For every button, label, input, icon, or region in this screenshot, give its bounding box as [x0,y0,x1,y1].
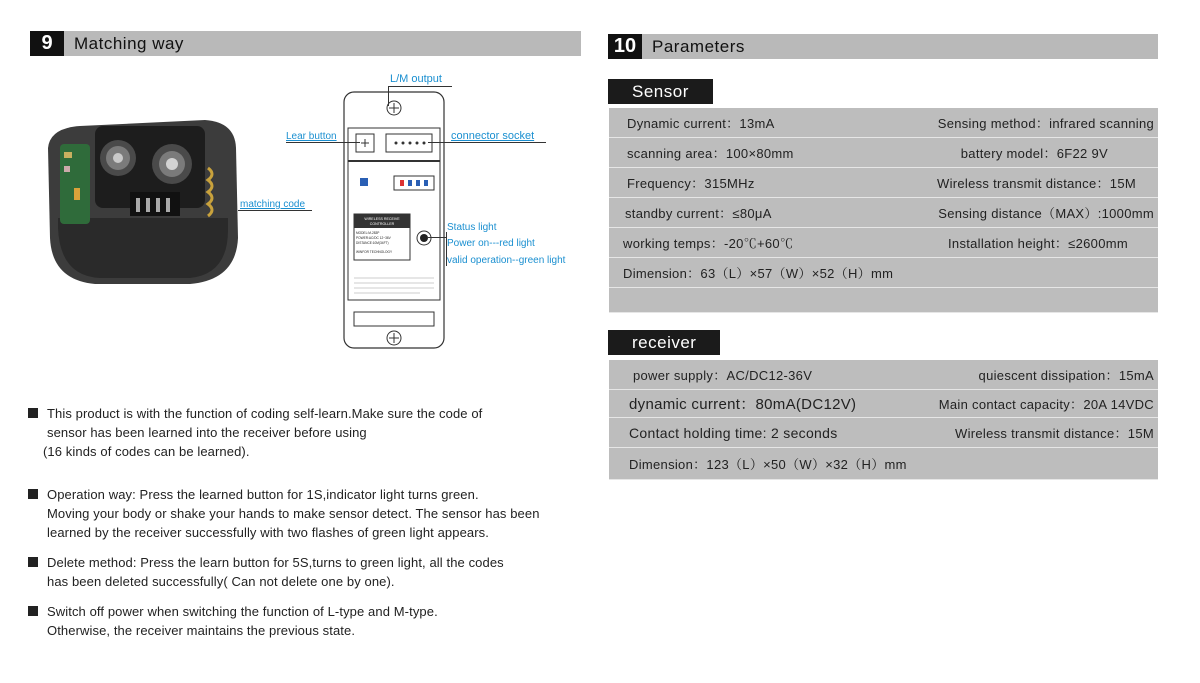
section-10-title: Parameters [652,36,745,56]
bullet-line: Moving your body or shake your hands to make sensor detect. The sensor has been [47,506,540,521]
bullet-line: Delete method: Press the learn button for 5S,turns to green light, all the codes [47,555,504,570]
sensor-row [609,258,1158,288]
sensor-row-right: Sensing method：infrared scanning [937,116,1154,131]
sensor-table [609,108,1158,313]
bullet-line: sensor has been learned into the receiver before using [47,425,367,440]
bullet-operation-way [28,485,540,542]
sensor-row-left: Frequency：315MHz [627,176,755,191]
callout-line-lm-output-v [388,86,389,106]
bullet-line: Otherwise, the receiver maintains the previous state. [47,623,356,638]
sensor-tag: Sensor [608,79,713,104]
label-card-line6: WINFOR TECHNOLOGY [356,250,393,254]
callout-line-status [428,237,446,238]
receiver-row-left: Dimension：123（L）×50（W）×32（H）mm [629,457,907,472]
bullet-coding-self-learn [28,404,482,461]
receiver-row-left: Contact holding time: 2 seconds [629,424,838,441]
section-9-title: Matching way [74,33,184,53]
label-card-line1: WIRELESS RECEIVE [364,217,400,221]
sensor-row-right: Wireless transmit distance：15M [937,176,1136,191]
sensor-row-left: scanning area：100×80mm [627,146,794,161]
receiver-row [609,390,1158,418]
bullet-square-icon [28,408,38,418]
section-9-header [30,31,581,56]
receiver-table [609,360,1158,480]
receiver-row-right: Main contact capacity：20A 14VDC [938,397,1154,412]
receiver-row [609,418,1158,448]
sensor-row-right: Sensing distance（MAX）:1000mm [938,206,1154,221]
callout-valid-operation: valid operation--green light [447,255,566,266]
sensor-row [609,108,1158,138]
receiver-row-left: power supply：AC/DC12-36V [633,368,813,383]
receiver-diagram [340,90,448,352]
sensor-row [609,288,1158,313]
receiver-row-left: dynamic current：80mA(DC12V) [629,396,857,413]
receiver-tag: receiver [608,330,720,355]
receiver-row [609,448,1158,480]
bullet-delete-method [28,553,504,591]
label-card-line4: POWER:AC/DC 12~36V [356,236,391,240]
sensor-row-left: Dynamic current：13mA [627,116,775,131]
sensor-row-left: Dimension：63（L）×57（W）×52（H）mm [623,266,894,281]
bullet-line: This product is with the function of coding self-learn.Make sure the code of [47,406,483,421]
callout-line-lm-output-h [388,86,452,87]
label-card-line5: DISTANCE:10M(34FT) [356,241,389,245]
bullet-line: learned by the receiver successfully with two flashes of green light appears. [47,525,489,540]
sensor-row-right: battery model：6F22 9V [960,146,1108,161]
sensor-row [609,138,1158,168]
callout-connector-socket: connector socket [451,130,535,142]
receiver-row-right: quiescent dissipation：15mA [978,368,1154,383]
bullet-switch-off-power [28,602,438,640]
section-9-number: 9 [30,31,64,56]
callout-lear-button: Lear button [286,131,337,142]
bullet-line: (16 kinds of codes can be learned). [43,444,250,459]
sensor-row-left: standby current：≤80μA [625,206,772,221]
bullet-square-icon [28,557,38,567]
callout-power-on: Power on---red light [447,238,535,249]
sensor-row [609,168,1158,198]
sensor-row [609,228,1158,258]
sensor-photo [40,108,245,286]
callout-matching-code: matching code [240,199,306,210]
sensor-row-right: Installation height：≤2600mm [948,236,1128,251]
bullet-line: Switch off power when switching the function of L-type and M-type. [47,604,438,619]
receiver-row [609,360,1158,390]
callout-status-light: Status light [447,222,497,233]
sensor-row-left: working temps：-20℃+60℃ [623,236,794,251]
receiver-row-right: Wireless transmit distance：15M [955,426,1154,441]
callout-line-connector [428,142,546,143]
label-card-line2: CONTROLLER [369,222,395,226]
bullet-square-icon [28,606,38,616]
section-10-header [608,34,1158,59]
callout-line-lear-button [286,142,360,143]
bullet-square-icon [28,489,38,499]
label-card-line3: MODEL:M-283P [356,231,380,235]
sensor-row [609,198,1158,228]
callout-lm-output: L/M output [390,73,442,85]
section-10-number: 10 [608,34,642,59]
callout-line-matching-code [238,210,312,211]
bullet-line: has been deleted successfully( Can not delete one by one). [47,574,395,589]
bullet-line: Operation way: Press the learned button for 1S,indicator light turns green. [47,487,479,502]
